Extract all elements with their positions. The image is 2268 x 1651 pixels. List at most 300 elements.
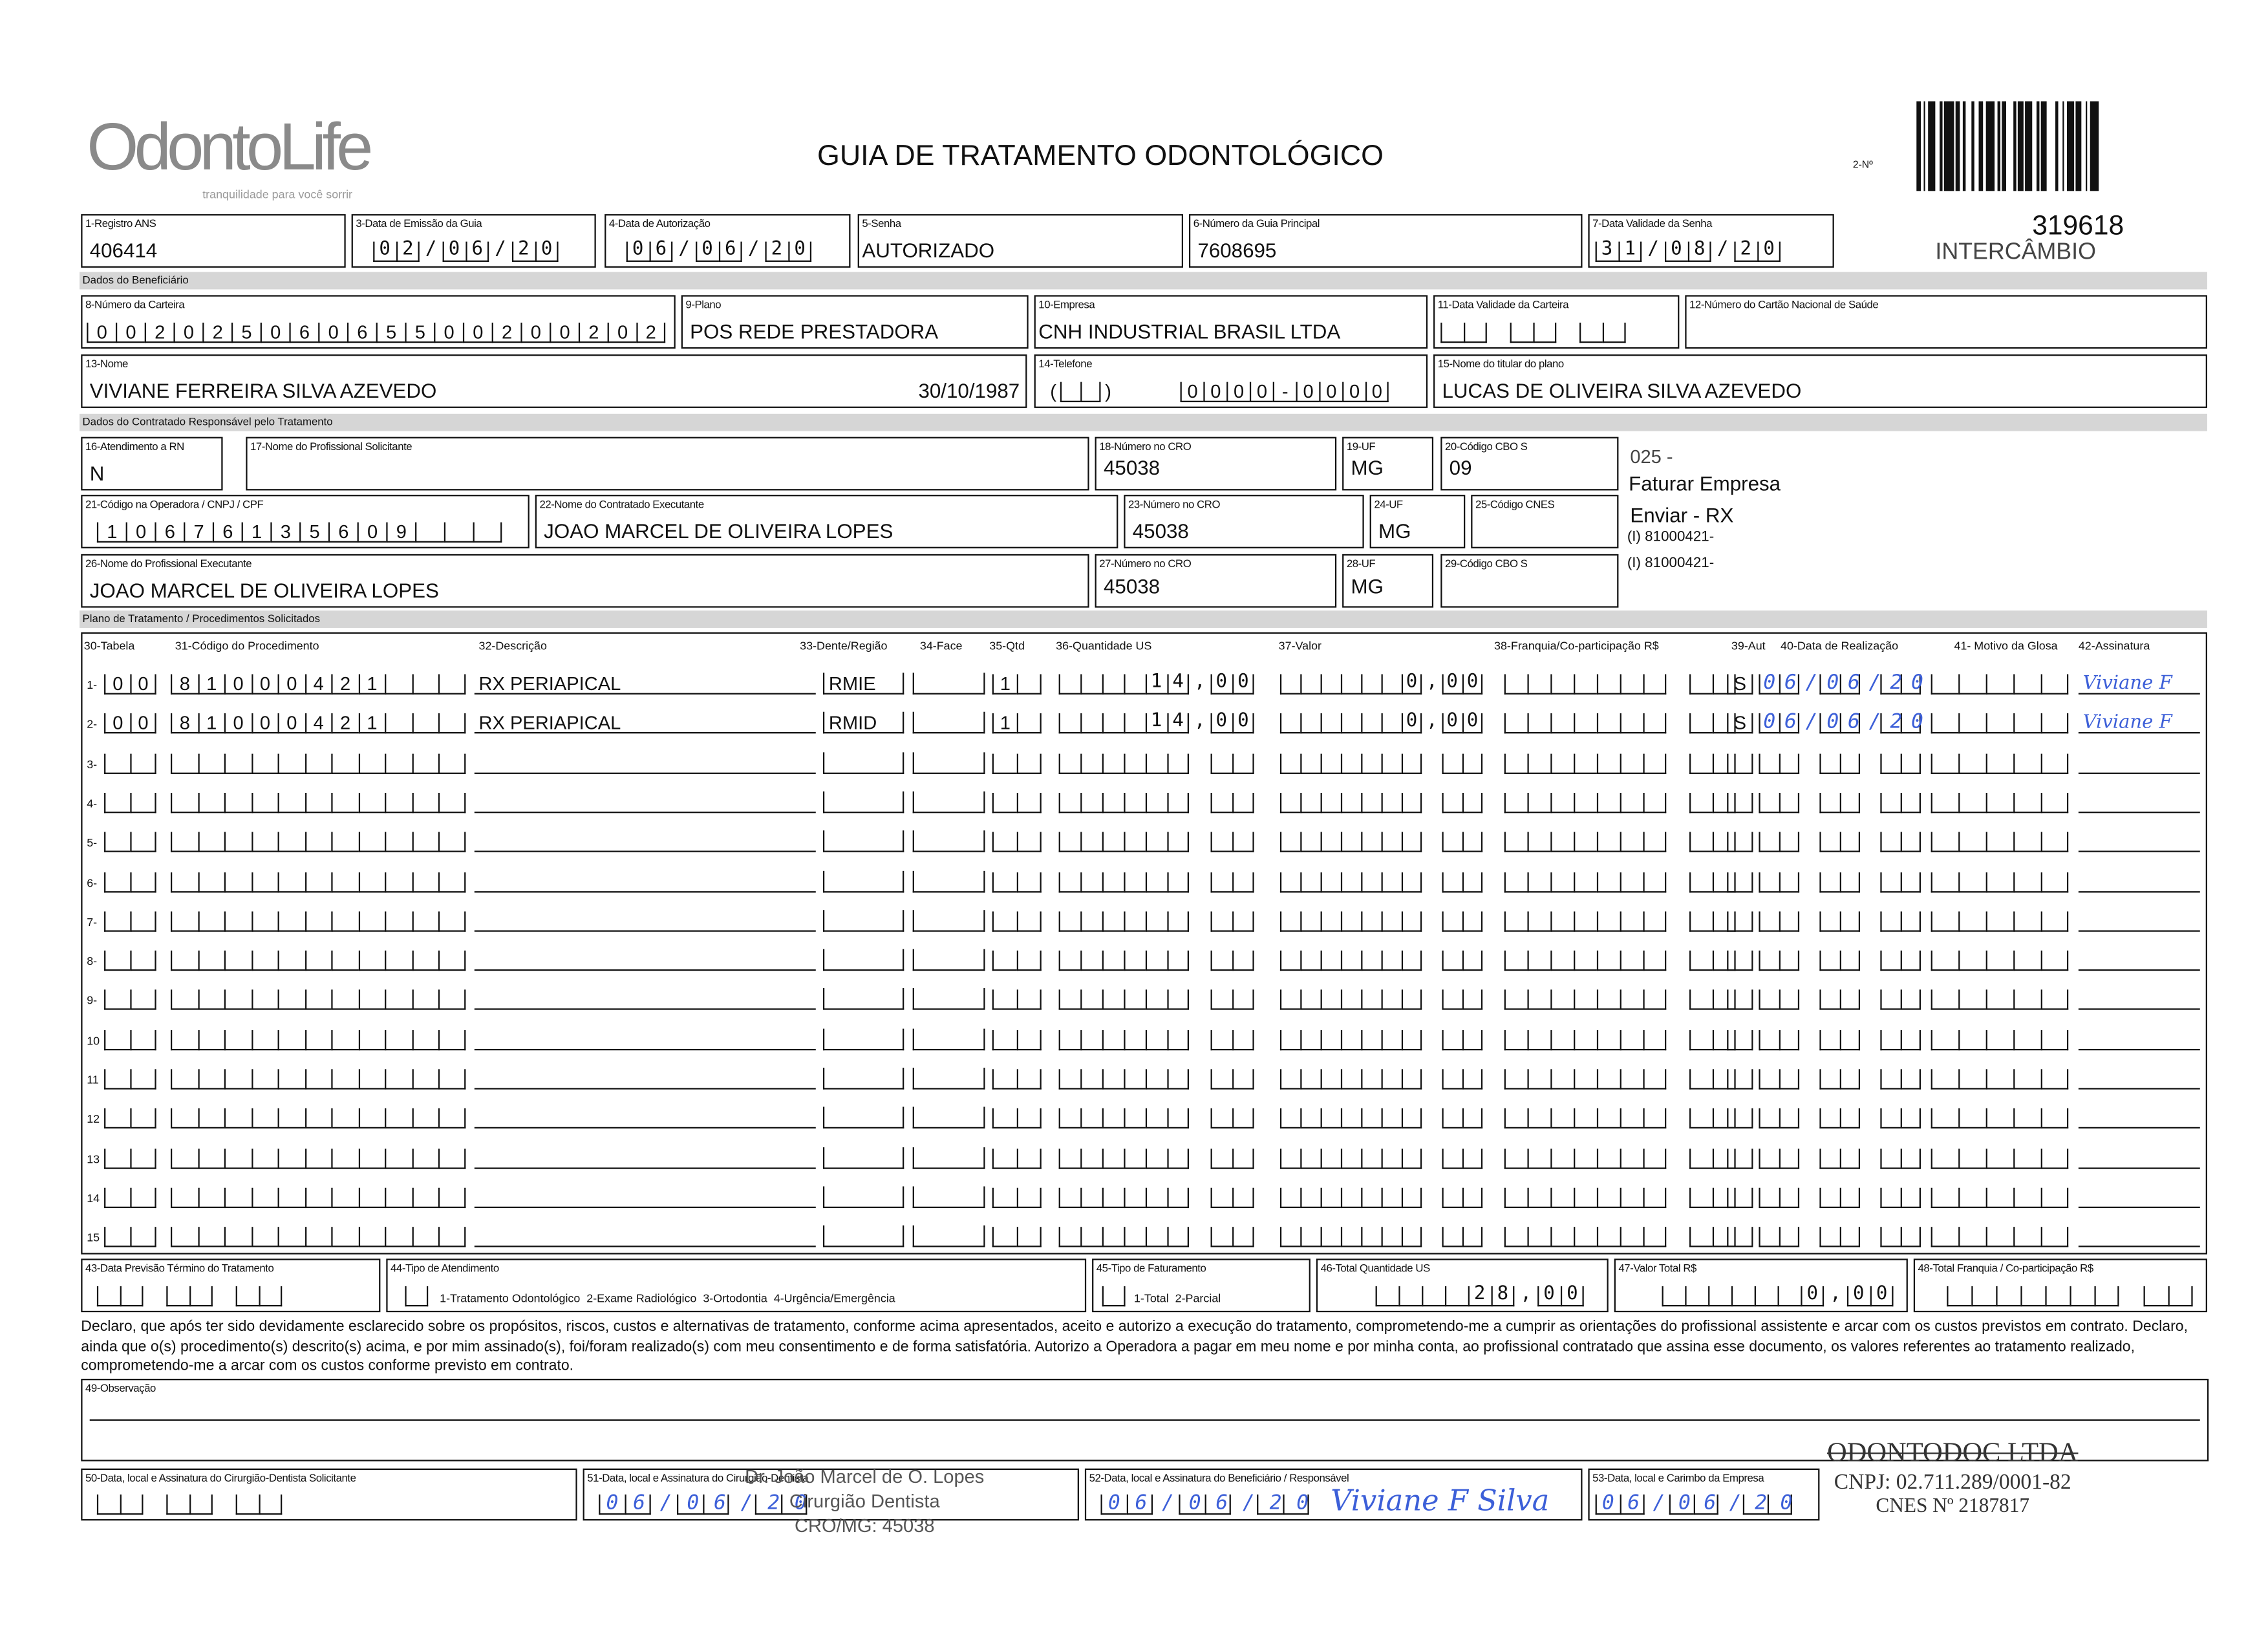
qtd-us-cells[interactable] [1059, 829, 1254, 852]
digit-cell [1901, 911, 1921, 931]
qtd-cells[interactable] [992, 948, 1042, 971]
tabela-cells[interactable] [104, 711, 156, 734]
digit-cell [2013, 753, 2041, 773]
aut-cell[interactable] [1727, 869, 1753, 892]
face-field[interactable] [913, 831, 985, 853]
digit-cell [1321, 1187, 1341, 1207]
digit-cell [1779, 793, 1799, 813]
digit-cell [197, 1108, 224, 1128]
descricao-field[interactable] [475, 949, 816, 971]
qtd-us-cells[interactable] [1059, 1106, 1254, 1129]
tabela-cells[interactable] [104, 948, 156, 971]
digit-cell [2045, 1286, 2070, 1306]
data-realizacao-cells[interactable] [1759, 869, 1921, 892]
face-field[interactable] [913, 751, 985, 773]
aut-cell[interactable] [1727, 948, 1753, 971]
aut-cell[interactable] [1727, 790, 1753, 813]
digit-cell [1527, 911, 1550, 931]
dente-field[interactable]: RMIE [823, 673, 904, 695]
date-cells[interactable] [1440, 319, 1625, 343]
glosa-cells[interactable] [1931, 829, 2069, 852]
codigo-cells[interactable] [171, 1224, 465, 1247]
value[interactable]: N [89, 461, 105, 485]
qtd-cells[interactable] [992, 1027, 1042, 1050]
value[interactable]: JOAO MARCEL DE OLIVEIRA LOPES [544, 519, 893, 543]
tabela-cells[interactable] [104, 790, 156, 813]
glosa-cells[interactable] [1931, 1185, 2069, 1208]
qtd-cells[interactable] [992, 1224, 1042, 1247]
data-realizacao-cells[interactable] [1759, 1106, 1921, 1129]
aut-cell[interactable] [1727, 909, 1753, 932]
value[interactable]: AUTORIZADO [862, 239, 995, 262]
descricao-field[interactable] [475, 792, 816, 814]
descricao-field[interactable]: RX PERIAPICAL [475, 712, 816, 734]
valor-cells[interactable] [1280, 1106, 1482, 1129]
assinatura-field[interactable] [2079, 1147, 2200, 1169]
data-realizacao-cells[interactable] [1759, 1185, 1921, 1208]
codigo-cells[interactable] [171, 1106, 465, 1129]
valor-cells[interactable] [1280, 750, 1482, 773]
dente-field[interactable] [823, 1028, 904, 1050]
date-cells[interactable] [373, 239, 564, 262]
separator-slot [1189, 753, 1211, 773]
value[interactable]: MG [1351, 455, 1384, 479]
aut-cell[interactable] [1727, 1027, 1753, 1050]
codigo-cells[interactable] [171, 948, 465, 971]
valor-cells[interactable] [1280, 1145, 1482, 1169]
valor-cells[interactable] [1280, 1185, 1482, 1208]
digit-cell [1527, 1108, 1550, 1128]
glosa-cells[interactable] [1931, 790, 2069, 813]
valor-cells[interactable] [1280, 790, 1482, 813]
data-realizacao-cells[interactable] [1759, 711, 1932, 734]
dente-field[interactable] [823, 751, 904, 773]
digit-cell [1620, 793, 1643, 813]
dentist-stamp-name: Dr. João Marcel de O. Lopes [745, 1465, 985, 1487]
qtd-us-cells[interactable] [1059, 909, 1254, 932]
data-realizacao-cells[interactable] [1759, 1027, 1921, 1050]
digit-cell [1504, 832, 1528, 852]
row-number: 12 [87, 1113, 100, 1127]
dente-field[interactable] [823, 910, 904, 932]
digit-cell [1124, 1030, 1146, 1050]
valor-cells[interactable] [1280, 671, 1488, 695]
value[interactable]: 7608695 [1197, 239, 1277, 262]
qtd-cells[interactable] [992, 1145, 1042, 1169]
qtd-us-cells[interactable] [1059, 948, 1254, 971]
aut-cell[interactable] [1727, 711, 1753, 734]
digit-cell [2168, 1286, 2193, 1306]
tabela-cells[interactable] [104, 750, 156, 773]
digit-cell: 1 [358, 714, 385, 734]
franquia-cells[interactable] [1504, 1145, 1736, 1169]
aut-cell[interactable] [1727, 829, 1753, 852]
descricao-field[interactable] [475, 751, 816, 773]
franquia-cells[interactable] [1504, 1027, 1736, 1050]
glosa-cells[interactable] [1931, 869, 2069, 892]
valor-cells[interactable] [1280, 909, 1482, 932]
glosa-cells[interactable] [1931, 1224, 2069, 1247]
dente-field[interactable] [823, 1107, 904, 1129]
glosa-cells[interactable] [1931, 1027, 2069, 1050]
valor-total-cells[interactable] [1662, 1283, 1899, 1306]
assinatura-field[interactable] [2079, 1028, 2200, 1050]
data-realizacao-cells[interactable] [1759, 1066, 1921, 1090]
face-field[interactable] [913, 910, 985, 932]
separator-slot [1422, 1030, 1442, 1050]
tabela-cells[interactable] [104, 1145, 156, 1169]
digit-cell [1574, 753, 1597, 773]
separator-slot [1189, 911, 1211, 931]
digit-cell [1376, 1286, 1399, 1306]
digit-cell [305, 832, 331, 852]
tipo-atendimento-cell[interactable] [405, 1283, 428, 1306]
digit-cell [1880, 753, 1900, 773]
digit-cell [1232, 1227, 1254, 1247]
date-cells[interactable] [97, 1492, 282, 1515]
aut-cell[interactable] [1727, 1066, 1753, 1090]
company-stamp [1808, 1438, 2097, 1519]
tipo-faturamento-cell[interactable] [1102, 1283, 1126, 1306]
separator-slot [1860, 832, 1880, 852]
face-field[interactable] [913, 989, 985, 1011]
face-field[interactable] [913, 1107, 985, 1129]
digit-cell [251, 1148, 277, 1168]
face-field[interactable] [913, 1028, 985, 1050]
glosa-cells[interactable] [1931, 987, 2069, 1011]
digit-cell [1300, 1069, 1320, 1089]
dente-field[interactable] [823, 1225, 904, 1247]
dente-field[interactable] [823, 831, 904, 853]
descricao-field[interactable] [475, 1107, 816, 1129]
dente-field[interactable] [823, 949, 904, 971]
value[interactable]: MG [1378, 519, 1411, 543]
dente-field[interactable] [823, 1186, 904, 1208]
face-field[interactable] [913, 792, 985, 814]
qtd-cells[interactable] [992, 987, 1042, 1011]
codigo-cells[interactable] [171, 671, 465, 695]
qtd-cells[interactable] [992, 869, 1042, 892]
digit-cell [189, 1286, 213, 1306]
franquia-cells[interactable] [1504, 1106, 1736, 1129]
codigo-cells[interactable] [171, 711, 465, 734]
value[interactable]: 45038 [1103, 455, 1161, 479]
descricao-field[interactable] [475, 1028, 816, 1050]
codigo-cells[interactable] [171, 987, 465, 1011]
glosa-cells[interactable] [1931, 948, 2069, 971]
codigo-cells[interactable] [171, 1185, 465, 1208]
assinatura-field[interactable] [2079, 1068, 2200, 1090]
glosa-cells[interactable] [1931, 909, 2069, 932]
codigo-cells[interactable] [171, 909, 465, 932]
qtd-us-cells[interactable] [1059, 869, 1254, 892]
glosa-cells[interactable] [1931, 671, 2069, 695]
digit-cell [385, 1030, 411, 1050]
digit-cell [331, 1227, 358, 1247]
aut-cell[interactable] [1727, 1145, 1753, 1169]
date-cells[interactable] [1596, 239, 1787, 262]
codigo-cells[interactable] [171, 829, 465, 852]
glosa-cells[interactable] [1931, 750, 2069, 773]
aut-cell[interactable] [1727, 987, 1753, 1011]
descricao-field[interactable] [475, 1225, 816, 1247]
separator-slot [1860, 911, 1880, 931]
header-descricao: 32-Descrição [478, 639, 547, 653]
franquia-cells[interactable] [1504, 790, 1736, 813]
data-realizacao-cells[interactable] [1759, 671, 1932, 695]
digit-cell [2041, 674, 2069, 695]
face-field[interactable] [913, 1068, 985, 1090]
franquia-cells[interactable] [1504, 671, 1736, 695]
total-franquia-cells[interactable] [1947, 1283, 2192, 1306]
qtd-cells[interactable] [992, 1106, 1042, 1129]
qtd-us-cells[interactable] [1059, 790, 1254, 813]
digit-cell [992, 1187, 1017, 1207]
qtd-us-cells[interactable] [1059, 1185, 1254, 1208]
barcode-bar [1916, 102, 1921, 191]
aut-cell[interactable] [1727, 671, 1753, 695]
franquia-cells[interactable] [1504, 987, 1736, 1011]
digit-cell [1840, 793, 1860, 813]
digit-cell [130, 1030, 156, 1050]
date-cells[interactable] [97, 1283, 282, 1306]
valor-cells[interactable] [1280, 829, 1482, 852]
franquia-cells[interactable] [1504, 948, 1736, 971]
digit-cell [2013, 674, 2041, 695]
aut-cell[interactable] [1727, 1106, 1753, 1129]
assinatura-field[interactable] [2079, 870, 2200, 892]
tabela-cells[interactable] [104, 909, 156, 932]
codigo-cells[interactable] [171, 790, 465, 813]
digit-cell [438, 1069, 465, 1089]
face-field[interactable] [913, 1147, 985, 1169]
valor-cells[interactable] [1280, 1066, 1482, 1090]
assinatura-field[interactable] [2079, 949, 2200, 971]
tabela-cells[interactable] [104, 1106, 156, 1129]
qtd-us-cells[interactable] [1059, 711, 1259, 734]
digit-cell [1689, 714, 1713, 734]
franquia-cells[interactable] [1504, 1185, 1736, 1208]
descricao-field[interactable]: RX PERIAPICAL [475, 673, 816, 695]
cpf-cells[interactable] [97, 519, 502, 543]
aut-cell[interactable] [1727, 1185, 1753, 1208]
descricao-field[interactable] [475, 870, 816, 892]
field-valor-total [1614, 1258, 1908, 1312]
face-field[interactable] [913, 870, 985, 892]
value[interactable]: JOAO MARCEL DE OLIVEIRA LOPES [89, 578, 439, 602]
data-realizacao-cells[interactable] [1759, 909, 1921, 932]
digit-cell [331, 1148, 358, 1168]
tabela-cells[interactable] [104, 987, 156, 1011]
digit-cell [1510, 323, 1534, 343]
descricao-field[interactable] [475, 1147, 816, 1169]
valor-cells[interactable] [1280, 869, 1482, 892]
qtd-us-cells[interactable] [1059, 1027, 1254, 1050]
codigo-cells[interactable] [171, 1027, 465, 1050]
digit-cell [130, 1187, 156, 1207]
qtd-cells[interactable] [992, 790, 1042, 813]
value[interactable]: 45038 [1132, 519, 1189, 543]
glosa-cells[interactable] [1931, 1066, 2069, 1090]
dente-field[interactable] [823, 1068, 904, 1090]
glosa-cells[interactable] [1931, 1106, 2069, 1129]
franquia-cells[interactable] [1504, 711, 1736, 734]
digit-cell [171, 1069, 197, 1089]
assinatura-field[interactable] [2079, 792, 2200, 814]
assinatura-field[interactable]: Viviane F [2079, 712, 2200, 734]
digit-cell: 0 [1319, 382, 1342, 402]
face-field[interactable] [913, 1186, 985, 1208]
total-us-cells[interactable] [1376, 1283, 1590, 1306]
assinatura-field[interactable]: Viviane F [2079, 673, 2200, 695]
digit-cell [2070, 1286, 2094, 1306]
qtd-cells[interactable] [992, 909, 1042, 932]
digit-cell: 0 [251, 674, 277, 695]
face-field[interactable] [913, 949, 985, 971]
digit-cell [1300, 951, 1320, 971]
codigo-cells[interactable] [171, 750, 465, 773]
franquia-cells[interactable] [1504, 869, 1736, 892]
valor-cells[interactable] [1280, 711, 1488, 734]
digit-cell [1643, 674, 1666, 695]
digit-cell [130, 1069, 156, 1089]
tabela-cells[interactable] [104, 671, 156, 695]
qtd-us-cells[interactable] [1059, 1145, 1254, 1169]
value[interactable]: 45038 [1103, 574, 1161, 598]
glosa-cells[interactable] [1931, 1145, 2069, 1169]
value[interactable]: POS REDE PRESTADORA [690, 319, 939, 343]
digit-cell [1727, 911, 1753, 931]
digit-cell [1146, 1187, 1168, 1207]
tabela-cells[interactable] [104, 869, 156, 892]
digit-cell [1597, 1227, 1620, 1247]
carteira-cells[interactable] [87, 319, 665, 343]
qtd-us-cells[interactable] [1059, 987, 1254, 1011]
phone-cells[interactable] [1181, 379, 1389, 402]
label: 11-Data Validade da Carteira [1437, 297, 1569, 311]
valor-cells[interactable] [1280, 987, 1482, 1011]
franquia-cells[interactable] [1504, 1224, 1736, 1247]
assinatura-field[interactable] [2079, 751, 2200, 773]
qtd-cells[interactable] [992, 1066, 1042, 1090]
franquia-cells[interactable] [1504, 829, 1736, 852]
digit-cell [1527, 1030, 1550, 1050]
digit-cell [251, 1108, 277, 1128]
assinatura-field[interactable] [2079, 1225, 2200, 1247]
assinatura-field[interactable] [2079, 831, 2200, 853]
assinatura-field[interactable] [2079, 989, 2200, 1011]
guide-type: INTERCÂMBIO [1935, 240, 2096, 265]
codigo-cells[interactable] [171, 1066, 465, 1090]
aut-cell[interactable] [1727, 750, 1753, 773]
value[interactable]: 406414 [89, 239, 158, 262]
franquia-cells[interactable] [1504, 1066, 1736, 1090]
tabela-cells[interactable] [104, 1066, 156, 1090]
franquia-cells[interactable] [1504, 750, 1736, 773]
qtd-cells[interactable] [992, 671, 1042, 695]
dente-field[interactable]: RMID [823, 712, 904, 734]
digit-cell [1059, 872, 1081, 892]
assinatura-field[interactable] [2079, 1186, 2200, 1208]
date-cells[interactable] [1101, 1491, 1323, 1515]
face-field[interactable] [913, 712, 985, 734]
ddd-open: ( [1050, 380, 1056, 402]
digit-cell [1280, 674, 1300, 695]
value[interactable]: 09 [1449, 455, 1472, 479]
codigo-cells[interactable] [171, 1145, 465, 1169]
data-realizacao-cells[interactable] [1759, 790, 1921, 813]
tabela-cells[interactable] [104, 1027, 156, 1050]
dente-field[interactable] [823, 989, 904, 1011]
qtd-us-cells[interactable] [1059, 671, 1259, 695]
face-field[interactable] [913, 673, 985, 695]
digit-cell [1124, 674, 1146, 695]
value[interactable]: MG [1351, 574, 1384, 598]
dente-field[interactable] [823, 1147, 904, 1169]
qtd-cells[interactable] [992, 711, 1042, 734]
qtd-us-cells[interactable] [1059, 1224, 1254, 1247]
separator-slot [143, 1286, 166, 1306]
valor-cells[interactable] [1280, 1027, 1482, 1050]
data-realizacao-cells[interactable] [1759, 750, 1921, 773]
qtd-us-cells[interactable] [1059, 1066, 1254, 1090]
descricao-field[interactable] [475, 1068, 816, 1090]
franquia-cells[interactable] [1504, 909, 1736, 932]
digit-cell [104, 1187, 130, 1207]
date-cells[interactable] [1596, 1491, 1806, 1515]
separator-slot [1799, 1108, 1819, 1128]
data-realizacao-cells[interactable] [1759, 948, 1921, 971]
tabela-cells[interactable] [104, 1224, 156, 1247]
descricao-field[interactable] [475, 1186, 816, 1208]
face-field[interactable] [913, 1225, 985, 1247]
digit-cell [1880, 793, 1900, 813]
valor-cells[interactable] [1280, 1224, 1482, 1247]
qtd-cells[interactable] [992, 829, 1042, 852]
qtd-cells[interactable] [992, 750, 1042, 773]
digit-cell [1819, 793, 1839, 813]
data-realizacao-cells[interactable] [1759, 1224, 1921, 1247]
ddd-cells[interactable] [1060, 379, 1101, 402]
qtd-us-cells[interactable] [1059, 750, 1254, 773]
aut-cell[interactable] [1727, 1224, 1753, 1247]
tabela-cells[interactable] [104, 829, 156, 852]
dente-field[interactable] [823, 792, 904, 814]
dente-field[interactable] [823, 870, 904, 892]
digit-cell [224, 753, 251, 773]
valor-cells[interactable] [1280, 948, 1482, 971]
descricao-field[interactable] [475, 989, 816, 1011]
tabela-cells[interactable] [104, 1185, 156, 1208]
date-cells[interactable] [626, 239, 818, 262]
descricao-field[interactable] [475, 831, 816, 853]
digit-cell [251, 951, 277, 971]
data-realizacao-cells[interactable] [1759, 829, 1921, 852]
assinatura-field[interactable] [2079, 1107, 2200, 1129]
glosa-cells[interactable] [1931, 711, 2069, 734]
digit-cell [1603, 323, 1626, 343]
data-realizacao-cells[interactable] [1759, 987, 1921, 1011]
descricao-field[interactable] [475, 910, 816, 932]
value[interactable]: LUCAS DE OLIVEIRA SILVA AZEVEDO [1442, 379, 1802, 402]
value[interactable]: CNH INDUSTRIAL BRASIL LTDA [1038, 319, 1341, 343]
qtd-cells[interactable] [992, 1185, 1042, 1208]
digit-cell [1620, 1187, 1643, 1207]
value[interactable]: VIVIANE FERREIRA SILVA AZEVEDO [89, 379, 437, 402]
assinatura-field[interactable] [2079, 910, 2200, 932]
data-realizacao-cells[interactable] [1759, 1145, 1921, 1169]
codigo-cells[interactable] [171, 869, 465, 892]
